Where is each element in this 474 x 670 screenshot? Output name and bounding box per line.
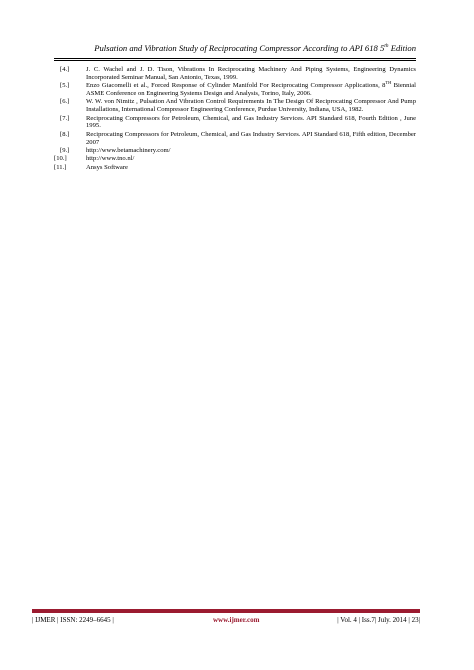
reference-number: [9.]: [60, 146, 70, 154]
references-list: [54, 66, 416, 172]
reference-link[interactable]: http://www.betamachinery.com/: [86, 146, 171, 154]
reference-text: Reciprocating Compressors for Petroleum, Chemical, and Gas Industry Services. API Standard 618, Fourth Edition , June 1995.: [86, 114, 416, 130]
reference-text: J. C. Wachel and J. D. Tison, Vibrations In Reciprocating Machinery And Piping Systems, Engineering Dynamics Incorporated Seminar Manual, San Antonio, Texas, 1999.: [86, 66, 416, 81]
reference-item: [54, 82, 416, 98]
reference-item: [54, 147, 416, 155]
header-title-suffix: Edition: [388, 43, 416, 53]
reference-text: W. W. von Nimitz , Pulsation And Vibration Control Requirements In The Design Of Reciprocating Compressor And Pump Installations, International Compressor Engineering Conference, Purdue University, Indiana, USA, 1982.: [86, 98, 416, 114]
reference-number: [4.]: [60, 66, 70, 73]
reference-item: [54, 164, 416, 172]
reference-item: [54, 155, 416, 163]
running-header: [54, 42, 416, 54]
reference-item: [54, 115, 416, 131]
reference-text: Ansys Software: [86, 163, 128, 171]
reference-number: [11.]: [54, 163, 67, 171]
reference-item: [54, 98, 416, 114]
reference-item: [54, 131, 416, 147]
reference-text: [84, 82, 416, 98]
header-rule: [54, 58, 416, 59]
reference-item: [54, 66, 416, 82]
reference-link[interactable]: http://www.tno.nl/: [86, 155, 135, 163]
footer-website-link[interactable]: www.ijmer.com: [213, 616, 260, 624]
reference-number: [5.]: [60, 82, 70, 90]
reference-text-part: Enzo Giacomelli et al., Forced Response of Cylinder Manifold For Reciprocating Compressor Applications, 8: [86, 82, 386, 90]
reference-number: [6.]: [60, 98, 70, 106]
reference-number: [8.]: [60, 130, 70, 138]
reference-number: [7.]: [60, 114, 70, 122]
footer-issue-info: | Vol. 4 | Iss.7| July. 2014 | 23|: [337, 616, 420, 624]
reference-superscript: TH: [385, 80, 392, 86]
reference-number: [10.]: [54, 155, 67, 163]
footer-journal-info: | IJMER | ISSN: 2249–6645 |: [32, 616, 114, 624]
footer-accent-bar: [32, 609, 420, 613]
reference-text-part: Biennial ASME Conference on Engineering Systems Design and Analysis, Torino, Italy, 2006.: [86, 82, 416, 97]
header-title-main: Pulsation and Vibration Study of Reciprocating Compressor According to API 618 5: [94, 43, 385, 53]
header-title-superscript: th: [384, 43, 389, 49]
reference-text: Reciprocating Compressors for Petroleum, Chemical, and Gas Industry Services. API Standard 618, Fifth edition, December 2007: [86, 130, 416, 146]
header-rule-thin: [54, 60, 416, 61]
